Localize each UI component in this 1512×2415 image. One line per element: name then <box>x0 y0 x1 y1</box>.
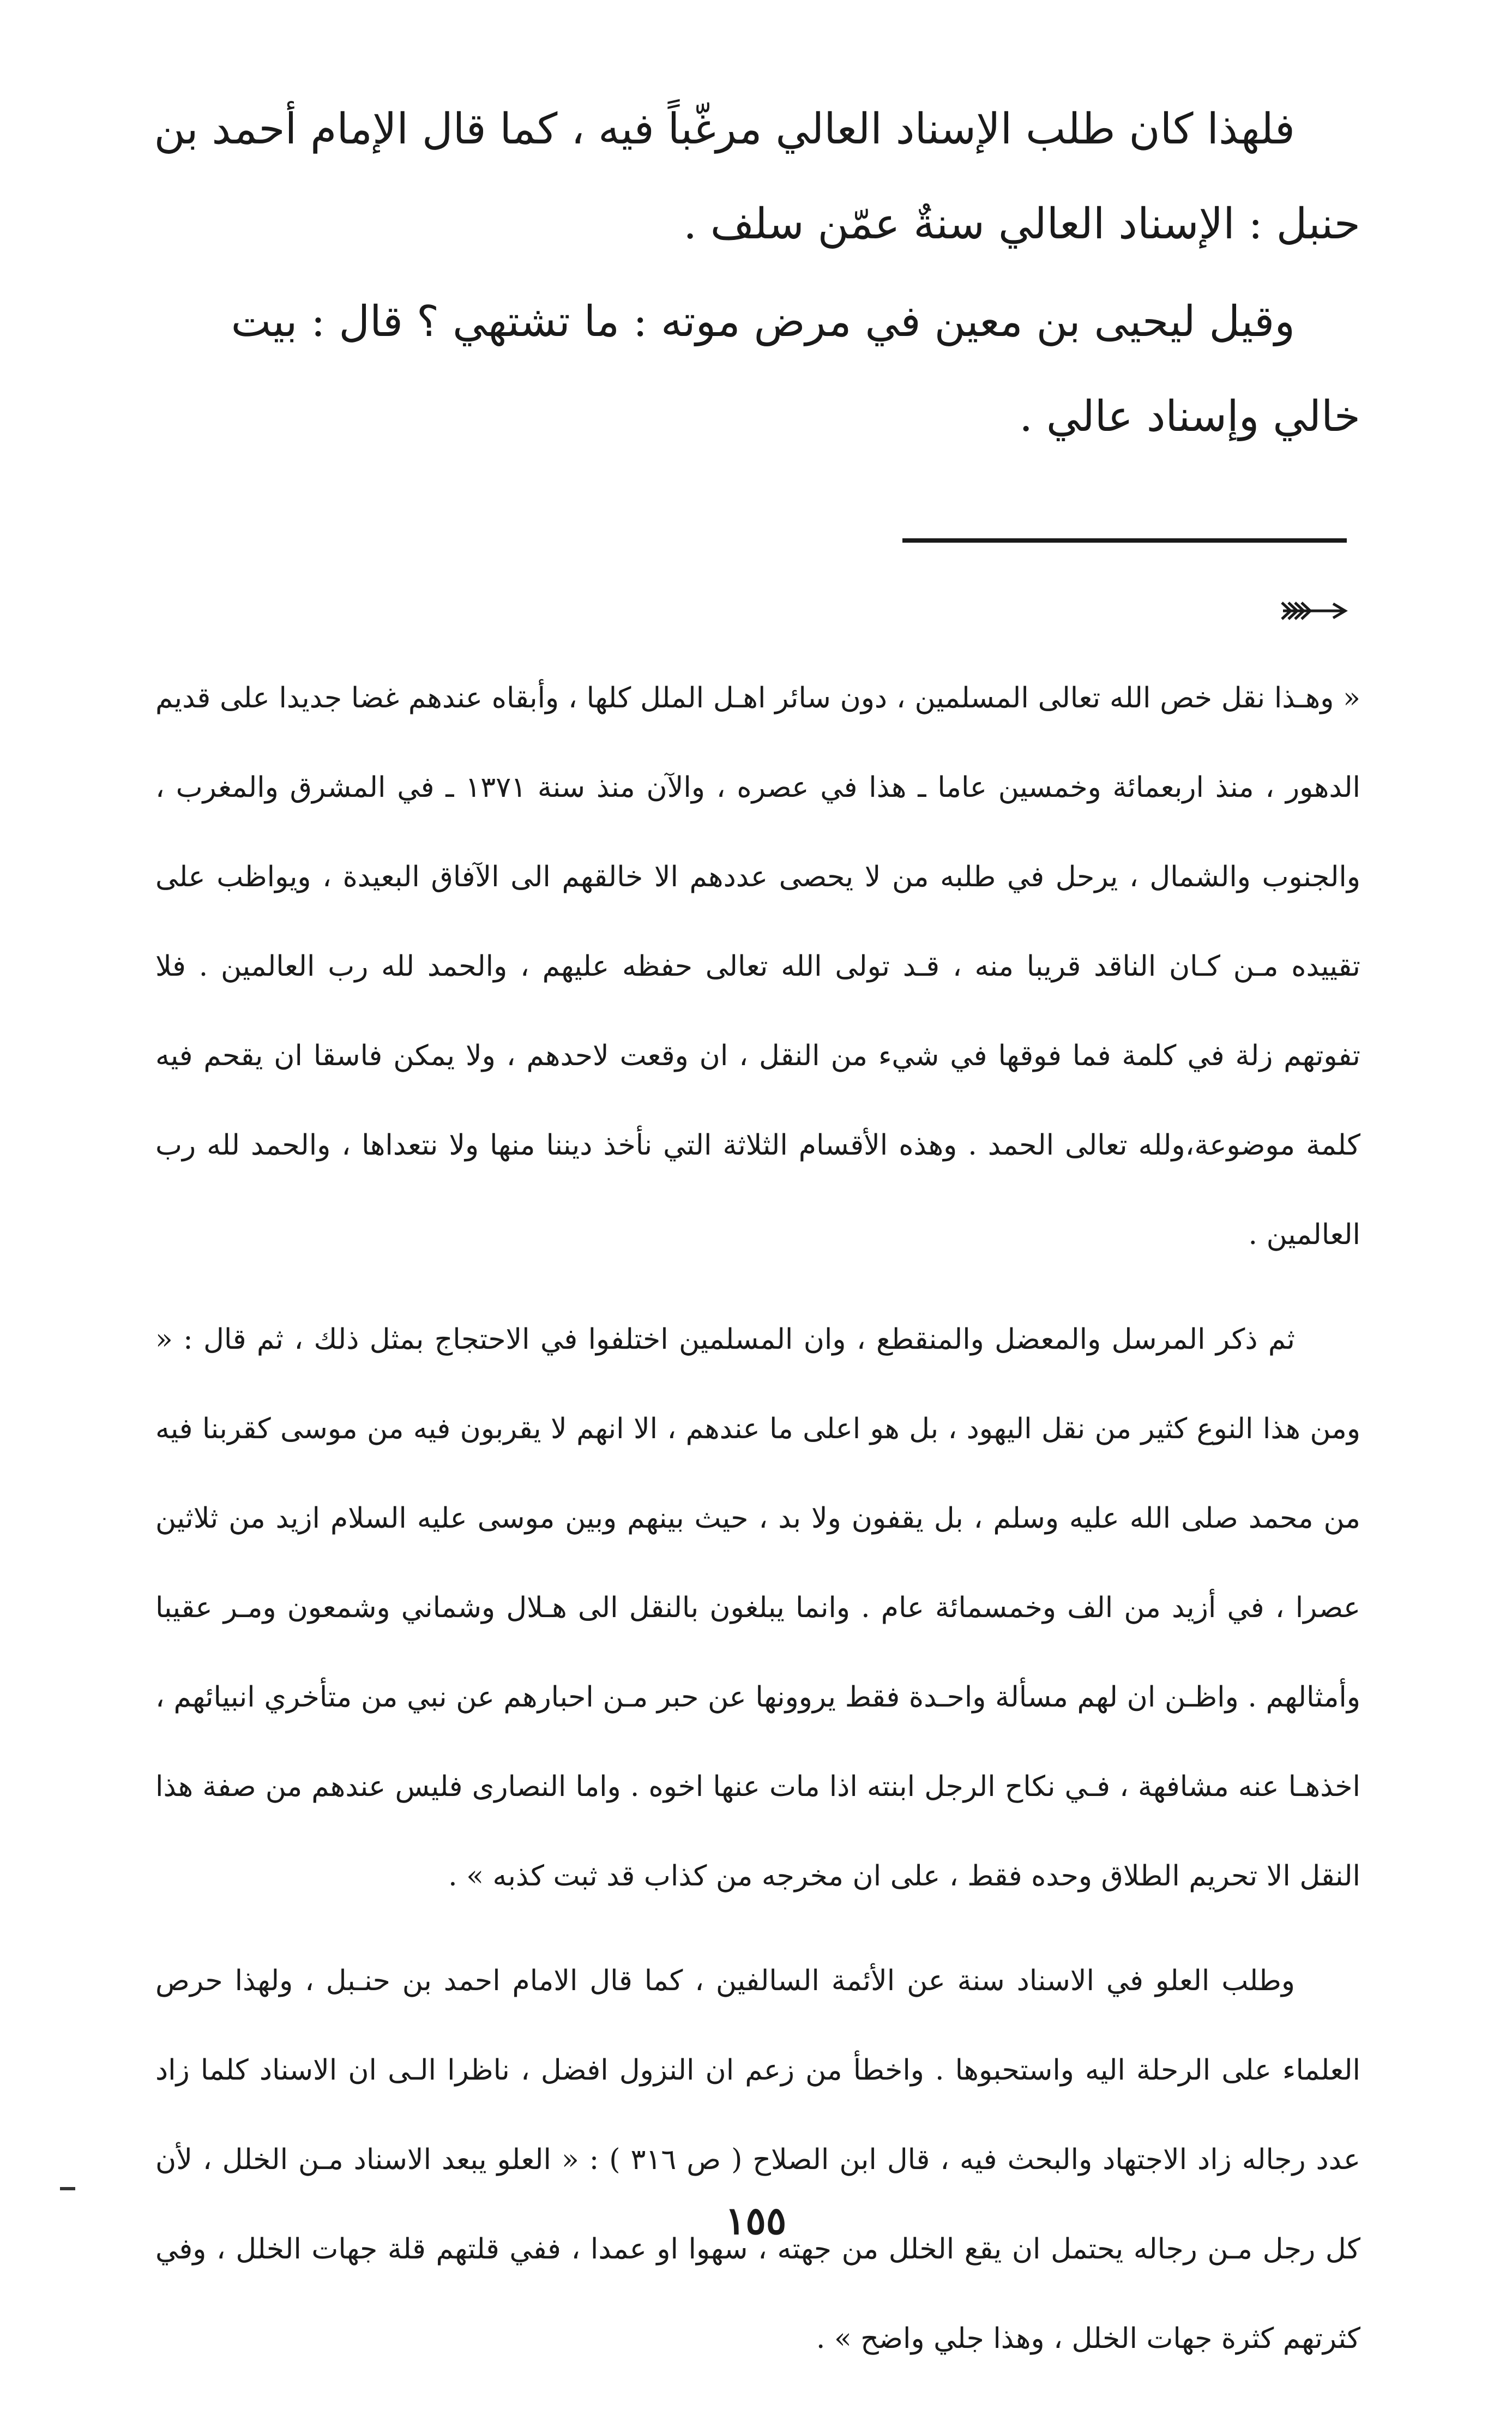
footnote-paragraph-2: ثم ذكر المرسل والمعضل والمنقطع ، وان المسلمين اختلفوا في الاحتجاج بمثل ذلك ، ثم قال : « ومن هذا النوع كثير من نقل اليهود ، بل هو اعلى ما عندهم ، الا انهم لا يقربون فيه من موسى كقربنا فيه من محمد صلى الله عليه وسلم ، بل يقفون ولا بد ، حيث بينهم وبين موسى عليه السلام ازيد من ثلاثين عصرا ، في أزيد من الف وخمسمائة عام . وانما يبلغون بالنقل الى هـلال وشماني وشمعون ومـر عقيبا وأمثالهم . واظـن ان لهم مسألة واحـدة فقط يروونها عن حبر مـن احبارهم عن نبي من متأخري انبيائهم ، اخذهـا عنه مشافهة ، فـي نكاح الرجل ابنته اذا مات عنها اخوه . واما النصارى فليس عندهم من صفة هذا النقل الا تحريم الطلاق وحده فقط ، على ان مخرجه من كذاب قد ثبت كذبه » . <box>155 1323 1361 1893</box>
main-text <box>153 82 1360 467</box>
arrow-ornament-icon <box>1279 592 1350 630</box>
main-paragraph-2: وقيل ليحيى بن معين في مرض موته : ما تشتهي ؟ قال : بيت خالي وإسناد عالي . <box>231 297 1360 441</box>
footnote-paragraph-3: وطلب العلو في الاسناد سنة عن الأئمة السالفين ، كما قال الامام احمد بن حنـبل ، ولهذا حرص العلماء على الرحلة اليه واستحبوها . واخطأ من زعم ان النزول افضل ، ناظرا الـى ان الاسناد كلما زاد عدد رجاله زاد الاجتهاد والبحث فيه ، قال ابن الصلاح ( ص ٣١٦ ) : « العلو يبعد الاسناد مـن الخلل ، لأن كل رجل مـن رجاله يحتمل ان يقع الخلل من جهته ، سهوا او عمدا ، ففي قلتهم قلة جهات الخلل ، وفي كثرتهم كثرة جهات الخلل ، وهذا جلي واضح » . <box>155 1965 1361 2355</box>
main-paragraph-1: فلهذا كان طلب الإسناد العالي مرغّباً فيه ، كما قال الإمام أحمد بن حنبل : الإسناد العالي سنةٌ عمّن سلف . <box>154 105 1360 249</box>
page-number: ١٥٥ <box>725 2198 787 2243</box>
footnote-text <box>155 653 1360 2383</box>
margin-mark <box>60 2187 75 2190</box>
footnote-separator-rule <box>902 538 1347 543</box>
footnote-paragraph-1: « وهـذا نقل خص الله تعالى المسلمين ، دون سائر اهـل الملل كلها ، وأبقاه عندهم غضا جديدا على قديم الدهور ، منذ اربعمائة وخمسين عاما ـ هذا في عصره ، والآن منذ سنة ١٣٧١ ـ في المشرق والمغرب ، والجنوب والشمال ، يرحل في طلبه من لا يحصى عددهم الا خالقهم الى الآفاق البعيدة ، ويواظب على تقييده مـن كـان الناقد قريبا منه ، قـد تولى الله تعالى حفظه عليهم ، والحمد لله رب العالمين . فلا تفوتهم زلة في كلمة فما فوقها في شيء من النقل ، ان وقعت لاحدهم ، ولا يمكن فاسقا ان يقحم فيه كلمة موضوعة،ولله تعالى الحمد . وهذه الأقسام الثلاثة التي نأخذ ديننا منها ولا نتعداها ، والحمد لله رب العالمين . <box>155 682 1361 1251</box>
